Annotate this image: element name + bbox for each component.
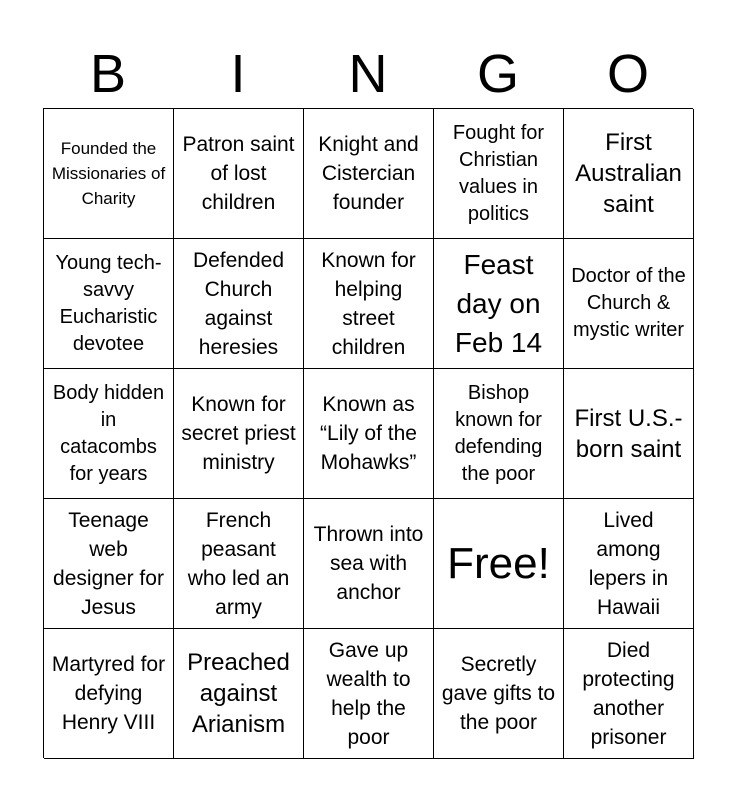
cell-text: Body hidden in catacombs for years [52,381,165,485]
cell-text: French peasant who led an army [187,508,290,619]
bingo-cell[interactable] [434,369,564,499]
bingo-cell[interactable] [174,239,304,369]
bingo-cell[interactable] [174,109,304,239]
bingo-cell[interactable] [304,629,434,759]
cell-text: Died protecting another prisoner [582,638,675,749]
cell-text: Defended Church against heresies [192,248,285,359]
cell-text: Fought for Christian values in politics [452,121,545,225]
cell-text: First Australian saint [575,129,682,218]
bingo-cell[interactable] [304,109,434,239]
header-letter-b: B [89,44,127,104]
bingo-cell[interactable] [434,629,564,759]
bingo-cell[interactable] [304,369,434,499]
bingo-cell[interactable] [304,499,434,629]
cell-text: Bishop known for defending the poor [454,381,543,485]
cell-text: Teenage web designer for Jesus [53,508,164,619]
bingo-cell[interactable] [174,369,304,499]
bingo-cell[interactable] [44,629,174,759]
bingo-cell[interactable] [434,109,564,239]
cell-text: Founded the Missionaries of Charity [51,139,166,208]
cell-text: Feast day on Feb 14 [454,249,543,358]
header-letter-n: N [348,44,388,104]
bingo-cell[interactable] [434,239,564,369]
bingo-cell[interactable] [44,499,174,629]
cell-text: Thrown into sea with anchor [313,523,424,604]
cell-text: First U.S.-born saint [574,404,683,463]
cell-text: Known for helping street children [321,248,416,359]
free-space-text: Free! [447,538,550,588]
cell-text: Secretly gave gifts to the poor [441,653,556,734]
bingo-cell[interactable] [564,109,694,239]
header-letter-o: O [606,44,649,104]
bingo-cell[interactable] [304,239,434,369]
bingo-cell[interactable] [564,499,694,629]
cell-text: Martyred for defying Henry VIII [51,653,166,734]
cell-text: Knight and Cistercian founder [318,133,419,214]
bingo-card [43,108,693,758]
bingo-cell[interactable] [564,369,694,499]
bingo-cell[interactable] [564,239,694,369]
cell-text: Lived among lepers in Hawaii [588,508,669,619]
header-letter-i: I [230,44,246,104]
bingo-cell[interactable] [174,499,304,629]
free-space[interactable] [434,499,564,629]
cell-text: Known for secret priest ministry [181,393,296,474]
bingo-cell[interactable] [44,109,174,239]
cell-text: Patron saint of lost children [182,133,295,214]
bingo-cell[interactable] [44,239,174,369]
header-letter-g: G [476,44,519,104]
bingo-header [43,40,693,108]
bingo-cell[interactable] [174,629,304,759]
cell-text: Preached against Arianism [187,649,290,738]
bingo-cell[interactable] [564,629,694,759]
cell-text: Young tech-savvy Eucharistic devotee [55,251,162,355]
bingo-cell[interactable] [44,369,174,499]
cell-text: Gave up wealth to help the poor [326,638,411,749]
cell-text: Doctor of the Church & mystic writer [571,265,686,341]
cell-text: Known as “Lily of the Mohawks” [320,393,417,474]
